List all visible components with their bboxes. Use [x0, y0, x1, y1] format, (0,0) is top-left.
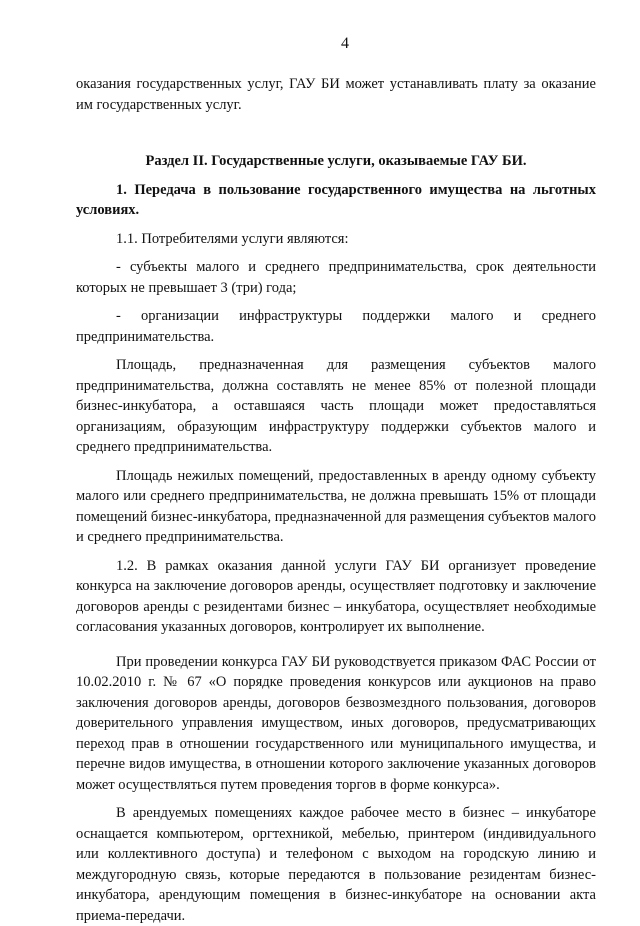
- clause-1-1: 1.1. Потребителями услуги являются:: [116, 230, 349, 247]
- area-limit-paragraph: Площадь нежилых помещений, предоставленных в аренду одному субъекту малого или среднего предпринимательства, не должна превышать 15% от площади помещений бизнес-инкубатора, предназначенной для размещения субъектов малого и среднего предпринимательства.: [76, 467, 596, 545]
- page-number: 4: [341, 35, 349, 52]
- intro-paragraph: оказания государственных услуг, ГАУ БИ может устанавливать плату за оказание им государственных услуг.: [76, 76, 596, 113]
- fas-order-paragraph: При проведении конкурса ГАУ БИ руководствуется приказом ФАС России от 10.02.2010 г. № 67 «О порядке проведения конкурсов или аукционов на право заключения договоров аренды, договоров безвозмездного пользования, договоров доверительного управления имуществом, иных договоров, предусматривающих переход прав в отношении государственного или муниципального имущества, и перечне видов имущества, в отношении которого заключение указанных договоров может осуществляться путем проведения торгов в форме конкурса».: [76, 653, 596, 793]
- section-title: Раздел II. Государственные услуги, оказываемые ГАУ БИ.: [145, 153, 527, 169]
- subsection-heading: 1. Передача в пользование государственного имущества на льготных условиях.: [76, 181, 596, 218]
- bullet-item: - организации инфраструктуры поддержки малого и среднего предпринимательства.: [76, 308, 596, 345]
- area-paragraph: Площадь, предназначенная для размещения субъектов малого предпринимательства, должна составлять не менее 85% от полезной площади бизнес-инкубатора, а оставшаяся часть площади может предоставляться организациям, образующим инфраструктуру поддержки субъектов малого и среднего предпринимательства.: [76, 357, 596, 455]
- workplace-paragraph: В арендуемых помещениях каждое рабочее место в бизнес – инкубаторе оснащается компьютером, оргтехникой, мебелью, принтером (индивидуального или коллективного доступа) и телефоном с выходом на городскую линию и междугородную связь, которые передаются в пользование резидентам бизнес-инкубатора, арендующим помещения в бизнес-инкубаторе на основании акта приема-передачи.: [76, 805, 596, 924]
- clause-1-2: 1.2. В рамках оказания данной услуги ГАУ БИ организует проведение конкурса на заключение договоров аренды, осуществляет подготовку и заключение договоров аренды с резидентами бизнес – инкубатора, осуществляет необходимые согласования указанных договоров, контролирует их выполнение.: [76, 557, 596, 635]
- bullet-item: - субъекты малого и среднего предпринимательства, срок деятельности которых не превышает 3 (три) года;: [76, 259, 596, 296]
